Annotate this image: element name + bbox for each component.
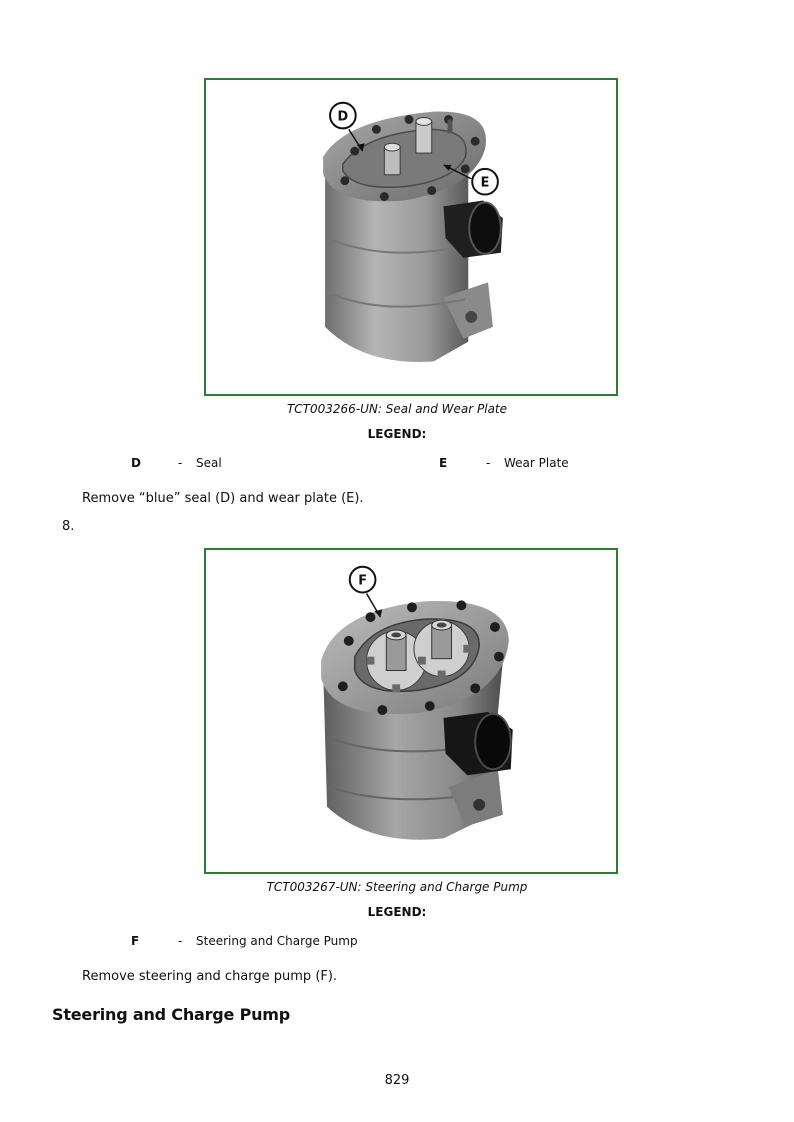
- figure-steering-charge-pump: [204, 548, 618, 874]
- legend-key: D: [131, 456, 141, 470]
- legend-description: Steering and Charge Pump: [196, 934, 358, 948]
- figure-seal-wear-plate: [204, 78, 618, 396]
- legend-key: E: [439, 456, 448, 470]
- legend-dash: -: [178, 456, 183, 470]
- instruction-text: Remove steering and charge pump (F).: [82, 969, 338, 984]
- callout-e: E: [480, 175, 490, 191]
- callout-d: D: [337, 109, 349, 125]
- legend-description: Wear Plate: [504, 456, 569, 470]
- page-number: 829: [384, 1073, 410, 1088]
- section-heading: Steering and Charge Pump: [52, 1005, 291, 1024]
- pump-photo-seal-wear-plate: [206, 80, 616, 394]
- callout-f: F: [358, 573, 367, 589]
- instruction-text: Remove “blue” seal (D) and wear plate (E).: [82, 491, 364, 506]
- legend-dash: -: [178, 934, 183, 948]
- pump-photo-steering-charge-pump: [206, 550, 616, 872]
- legend-key: F: [131, 934, 140, 948]
- legend-description: Seal: [196, 456, 222, 470]
- figure-caption: TCT003266-UN: Seal and Wear Plate: [286, 402, 508, 416]
- legend-dash: -: [486, 456, 491, 470]
- figure-caption: TCT003267-UN: Steering and Charge Pump: [266, 880, 528, 894]
- legend-title: LEGEND:: [367, 905, 427, 919]
- legend-title: LEGEND:: [367, 427, 427, 441]
- step-number: 8.: [62, 519, 75, 534]
